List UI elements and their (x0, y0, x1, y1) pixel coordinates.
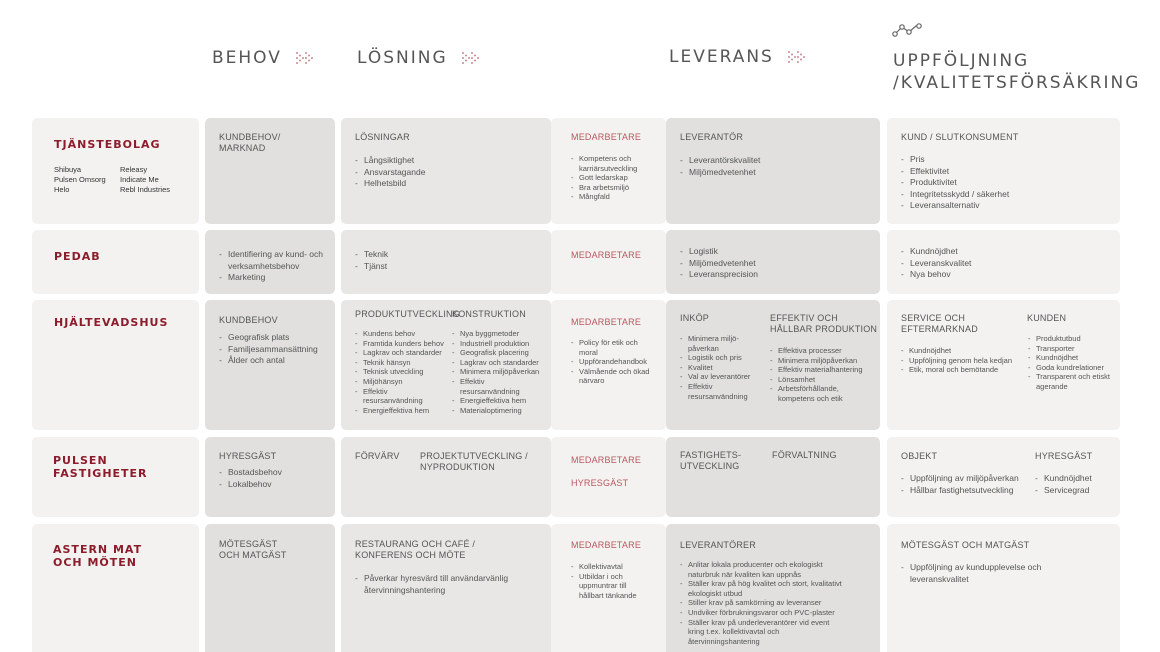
company: Releasy (120, 165, 148, 174)
item-list (680, 334, 760, 401)
cell-title (901, 313, 978, 335)
list-item: - Kvalitet (680, 363, 760, 373)
list-item: - Servicegrad (1035, 485, 1092, 497)
list-item: - Familjesammansättning (219, 344, 318, 356)
medarbetare-cell (551, 300, 666, 430)
cell-title-line: SERVICE OCH (901, 313, 966, 323)
losning-cell (341, 118, 551, 224)
list-item: - Ställer krav på underleverantörer vid event kring t.ex. kollektivavtal och återvinningshantering (680, 618, 846, 647)
cell-title (219, 132, 281, 154)
cell-title-line: RESTAURANG OCH CAFÉ / (355, 539, 476, 549)
item-list (219, 332, 318, 367)
list-item: - Bra arbetsmiljö (571, 183, 656, 193)
list-item: - Geografisk placering (452, 348, 548, 358)
list-item: - Lokalbehov (219, 479, 282, 491)
list-item: - Helhetsbild (355, 178, 425, 190)
list-item: - Tjänst (355, 261, 388, 273)
list-item: - Effektiv resursanvändning (680, 382, 760, 401)
list-item: - Påverkar hyresvärd till användarvänlig återvinningshantering (355, 573, 535, 596)
list-item: - Pris (901, 154, 1009, 166)
list-item: - Kundnöjdhet (1035, 473, 1092, 485)
item-list (901, 562, 1071, 585)
cell-title: PRODUKTUTVECKLING (355, 309, 460, 319)
list-item: - Produktutbud (1028, 334, 1118, 344)
medarbetare-cell (551, 230, 666, 294)
list-item: - Miljömedvetenhet (680, 258, 758, 270)
list-item: - Kundnöjdhet (901, 346, 1031, 356)
list-item: - Anlitar lokala producenter och ekologiskt naturbruk när kvaliten kan uppnås (680, 560, 846, 579)
list-item: - Industriell produktion (452, 339, 548, 349)
list-item: - Effektiv resursanvändning (355, 387, 425, 406)
company: Indicate Me (120, 174, 159, 184)
list-item: - Miljömedvetenhet (680, 167, 760, 179)
list-item: - Uppförandehandbok (571, 357, 656, 367)
cell-title-line: OCH MATGÄST (219, 550, 287, 560)
list-item: - Kollektivavtal (571, 562, 643, 572)
item-list (355, 329, 449, 415)
losning-cell (341, 524, 551, 652)
list-item: - Val av leverantörer (680, 372, 760, 382)
list-item: - Kundnöjdhet (901, 246, 971, 258)
list-item: - Utbildar i och uppmuntrar till hållbart tänkande (571, 572, 643, 601)
behov-cell (205, 524, 335, 652)
cell-title: KUNDEN (1027, 313, 1067, 323)
list-item: - Lagkrav och standarder (452, 358, 548, 368)
item-list (1035, 473, 1092, 496)
cell-title: LÖSNINGAR (355, 132, 410, 142)
company: Rebl Industries (120, 184, 171, 194)
item-list (901, 154, 1009, 212)
list-item: - Välmående och ökad närvaro (571, 367, 656, 386)
row-label: TJÄNSTEBOLAG (54, 138, 161, 151)
list-item: - Energieffektiva hem (452, 396, 548, 406)
header-behov (212, 48, 317, 68)
cell-title (770, 313, 877, 335)
list-item: - Arbetsförhållande, kompetens och etik (770, 384, 876, 403)
list-item: - Ställer krav på hög kvalitet och stort, kvalitativt ekologiskt utbud (680, 579, 846, 598)
list-item: - Nya byggmetoder (452, 329, 548, 339)
cell-title: MEDARBETARE (571, 132, 642, 142)
item-list (680, 246, 758, 281)
leverans-cell (666, 300, 880, 430)
list-item: - Bostadsbehov (219, 467, 282, 479)
list-item: - Nya behov (901, 269, 971, 281)
header-uppfoljning (893, 50, 1140, 94)
list-item: - Integritetsskydd / säkerhet (901, 189, 1009, 201)
cell-title: KUND / SLUTKONSUMENT (901, 132, 1019, 142)
list-item: - Kompetens och karriärsutveckling (571, 154, 656, 173)
list-item: - Gott ledarskap (571, 173, 656, 183)
cell-title (420, 451, 528, 473)
list-item: - Leveransalternativ (901, 200, 1009, 212)
cell-title: KUNDBEHOV (219, 315, 278, 325)
list-item: - Materialoptimering (452, 406, 548, 416)
list-item: - Ansvarstagande (355, 167, 425, 179)
cell-title: MEDARBETARE (571, 250, 642, 260)
cell-title-line: MÖTESGÄST (219, 539, 278, 549)
behov-cell (205, 300, 335, 430)
list-item: - Kundnöjdhet (1028, 353, 1118, 363)
company-list (54, 165, 106, 194)
row-label (53, 543, 142, 569)
cell-title: HYRESGÄST (219, 451, 277, 461)
cell-title: OBJEKT (901, 451, 938, 461)
uppfoljning-cell (887, 437, 1120, 517)
cell-title-line: MARKNAD (219, 143, 266, 153)
cell-title-line: KONFERENS OCH MÖTE (355, 550, 466, 560)
cell-title: MEDARBETARE (571, 540, 642, 550)
cell-title: MEDARBETARE (571, 317, 642, 327)
list-item: - Produktivitet (901, 177, 1009, 189)
list-item: - Långsiktighet (355, 155, 425, 167)
medarbetare-cell (551, 524, 666, 652)
item-list (219, 249, 329, 284)
item-list (770, 346, 876, 404)
double-chevron-icon (295, 51, 317, 65)
losning-cell (341, 230, 551, 294)
item-list (901, 346, 1031, 375)
cell-title-line: UTVECKLING (680, 461, 740, 471)
cell-title: HYRESGÄST (571, 478, 629, 488)
cell-title: MÖTESGÄST OCH MATGÄST (901, 540, 1030, 550)
list-item: - Teknik (355, 249, 388, 261)
item-list (355, 249, 388, 272)
cell-title-line: EFTERMARKNAD (901, 324, 978, 334)
list-item: - Transporter (1028, 344, 1118, 354)
list-item: - Mångfald (571, 192, 656, 202)
cell-title: HYRESGÄST (1035, 451, 1093, 461)
row-label-cell (32, 118, 199, 224)
cell-title (219, 539, 287, 561)
header-losning-label: LÖSNING (357, 48, 448, 68)
uppfoljning-cell (887, 524, 1120, 652)
row-label-line: OCH MÖTEN (53, 556, 137, 569)
cell-title: KONSTRUKTION (452, 309, 526, 319)
list-item: - Framtida kunders behov (355, 339, 449, 349)
list-item: - Transparent och etiskt agerande (1028, 372, 1118, 391)
header-behov-label: BEHOV (212, 48, 282, 68)
list-item: - Uppföljning av kundupplevelse och leveranskvalitet (901, 562, 1071, 585)
row-label-cell (32, 437, 199, 517)
list-item: - Lagkrav och standarder (355, 348, 449, 358)
losning-cell (341, 300, 551, 430)
uppfoljning-cell (887, 230, 1120, 294)
double-chevron-icon (461, 51, 483, 65)
list-item: - Leverantörskvalitet (680, 155, 760, 167)
list-item: - Identifiering av kund- och verksamhetsbehov (219, 249, 329, 272)
medarbetare-cell (551, 118, 666, 224)
uppfoljning-cell (887, 300, 1120, 430)
list-item: - Hållbar fastighetsutveckling (901, 485, 1019, 497)
double-chevron-icon (787, 50, 809, 64)
row-label-cell (32, 300, 199, 430)
list-item: - Minimera miljöpåverkan (452, 367, 548, 377)
cell-title-line: PROJEKTUTVECKLING / (420, 451, 528, 461)
list-item: - Effektivitet (901, 166, 1009, 178)
leverans-cell (666, 437, 880, 517)
item-list (355, 573, 535, 596)
row-label: HJÄLTEVADSHUS (54, 316, 169, 329)
item-list (571, 338, 656, 386)
header-uppfoljning-line2: /KVALITETSFÖRSÄKRING (893, 73, 1141, 93)
row-label-line: ASTERN MAT (53, 543, 143, 556)
item-list (355, 155, 425, 190)
header-leverans-label: LEVERANS (669, 47, 774, 67)
list-item: - Etik, moral och bemötande (901, 365, 1031, 375)
trend-graph-icon (892, 22, 924, 38)
list-item: - Effektiva processer (770, 346, 876, 356)
header-leverans (669, 47, 809, 67)
list-item: - Leveranskvalitet (901, 258, 971, 270)
company-list (120, 165, 170, 194)
list-item: - Policy för etik och moral (571, 338, 656, 357)
cell-title-line: KUNDBEHOV/ (219, 132, 281, 142)
row-label-cell (32, 230, 199, 294)
row-label: PULSEN FASTIGHETER (53, 454, 148, 480)
header-losning (357, 48, 483, 68)
item-list (1028, 334, 1118, 392)
list-item: - Stiller krav på samkörning av leveranser (680, 598, 846, 608)
list-item: - Geografisk plats (219, 332, 318, 344)
uppfoljning-cell (887, 118, 1120, 224)
row-label: PEDAB (54, 250, 101, 263)
list-item: - Uppföljning genom hela kedjan (901, 356, 1031, 366)
list-item: - Uppföljning av miljöpåverkan (901, 473, 1019, 485)
leverans-cell (666, 118, 880, 224)
list-item: - Minimera miljöpåverkan (770, 356, 876, 366)
item-list (571, 562, 643, 600)
behov-cell (205, 118, 335, 224)
cell-title: FÖRVALTNING (772, 450, 837, 460)
leverans-cell (666, 524, 880, 652)
list-item: - Goda kundrelationer (1028, 363, 1118, 373)
header-uppfoljning-line1: UPPFÖLJNING (893, 51, 1030, 71)
cell-title-line: FASTIGHETS- (680, 450, 742, 460)
item-list (219, 467, 282, 490)
company: Shibuya (54, 165, 82, 174)
cell-title: LEVERANTÖRER (680, 540, 756, 550)
cell-title-line: NYPRODUKTION (420, 462, 495, 472)
cell-title: INKÖP (680, 313, 710, 323)
item-list (452, 329, 548, 415)
leverans-cell (666, 230, 880, 294)
list-item: - Effektiv resursanvändning (452, 377, 522, 396)
list-item: - Kundens behov (355, 329, 449, 339)
cell-title: LEVERANTÖR (680, 132, 744, 142)
cell-title-line: EFFEKTIV OCH (770, 313, 838, 323)
losning-cell (341, 437, 551, 517)
item-list (901, 246, 971, 281)
list-item: - Undviker förbrukningsvaror och PVC-plaster (680, 608, 846, 618)
list-item: - Logistik (680, 246, 758, 258)
item-list (680, 155, 760, 178)
list-item: - Minimera miljö-påverkan (680, 334, 760, 353)
list-item: - Marketing (219, 272, 329, 284)
company: Pulsen Omsorg (54, 174, 106, 184)
item-list (680, 560, 846, 646)
list-item: - Lönsamhet (770, 375, 876, 385)
cell-title (680, 450, 741, 472)
list-item: - Energieffektiva hem (355, 406, 449, 416)
row-label-cell (32, 524, 199, 652)
list-item: - Ålder och antal (219, 355, 318, 367)
list-item: - Logistik och pris (680, 353, 760, 363)
cell-title: MEDARBETARE (571, 455, 642, 465)
cell-title (355, 539, 475, 561)
item-list (571, 154, 656, 202)
list-item: - Teknik hänsyn (355, 358, 449, 368)
list-item: - Effektiv materialhantering (770, 365, 876, 375)
cell-title: FÖRVÄRV (355, 451, 400, 461)
list-item: - Leveransprecision (680, 269, 758, 281)
company: Helo (54, 184, 70, 194)
list-item: - Miljöhänsyn (355, 377, 449, 387)
behov-cell (205, 230, 335, 294)
medarbetare-cell (551, 437, 666, 517)
item-list (901, 473, 1019, 496)
behov-cell (205, 437, 335, 517)
cell-title-line: HÅLLBAR PRODUKTION (770, 324, 878, 334)
list-item: - Teknisk utveckling (355, 367, 449, 377)
